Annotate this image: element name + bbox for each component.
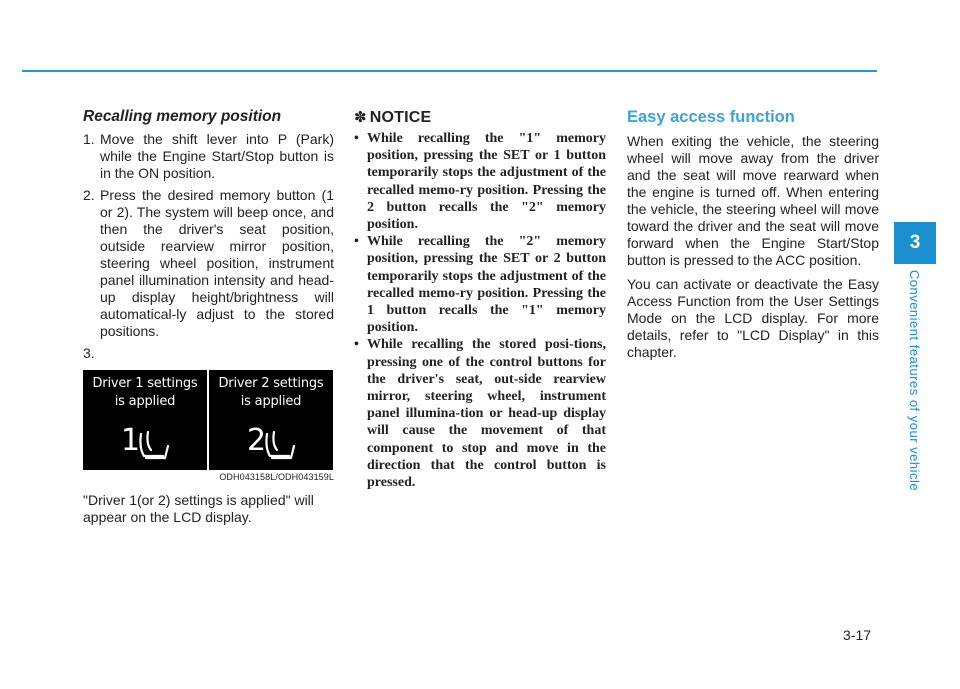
notice-column: [354, 108, 606, 491]
lcd-message-line: Driver 2 settings: [218, 376, 324, 391]
lcd-panel-driver-1: [83, 370, 207, 470]
steps-list: [83, 131, 334, 362]
step-number: 2.: [83, 187, 95, 203]
left-column: [83, 108, 334, 526]
bullet-icon: •: [354, 131, 359, 146]
notice-list: [354, 130, 606, 491]
step-text: [100, 345, 334, 362]
notice-heading: [354, 108, 606, 127]
lcd-message-line: is applied: [114, 394, 176, 409]
lcd-message-line: is applied: [240, 394, 302, 409]
step-number: 1.: [83, 131, 95, 147]
seat-memory-number: 1: [121, 423, 141, 458]
lcd-display-images: [83, 370, 334, 470]
step-item: [83, 131, 334, 182]
notice-item: [354, 336, 606, 491]
seat-memory-number: 2: [247, 423, 267, 458]
notice-item: [354, 233, 606, 336]
notice-item-text: While recalling the "2" memory position, pressing the SET or 2 button temporarily stops the adjustment of the recalled memo-ry position. Pressing the 1 button recalls the "1" memory position.: [367, 234, 606, 336]
image-code: ODH043158L/ODH043159L: [219, 472, 334, 482]
seat-icon: [83, 420, 207, 469]
lcd-caption: "Driver 1(or 2) settings is applied" will appear on the LCD display.: [83, 492, 314, 525]
step-item: [83, 187, 334, 340]
header-rule: [22, 70, 877, 72]
lcd-panel-driver-2: [209, 370, 333, 470]
lcd-message-line: Driver 1 settings: [92, 376, 198, 391]
chapter-number-tab: 3: [894, 222, 936, 264]
paragraph: When exiting the vehicle, the steering wheel will move away from the driver and the seat will move rearward when the engine is turned off. When entering the vehicle, the steering wheel will move toward the driver and the seat will move forward when the Engine Start/Stop button is pressed to the ACC position.: [627, 133, 879, 268]
easy-access-heading: Easy access function: [627, 108, 795, 126]
page-number: 3-17: [843, 627, 872, 643]
paragraph: You can activate or deactivate the Easy Access Function from the User Settings Mode on the LCD display. For more details, refer to "LCD Display" in this chapter.: [627, 276, 879, 360]
notice-symbol-icon: ✽: [354, 108, 367, 126]
chapter-title: Convenient features of your vehicle: [907, 269, 923, 491]
chapter-title-vertical: [901, 266, 929, 494]
easy-access-column: [627, 108, 879, 368]
notice-title: NOTICE: [369, 109, 432, 126]
step-item: [83, 345, 334, 362]
step-text: Press the desired memory button (1 or 2). The system will beep once, and then the driver's seat position, outside rearview mirror position, steering wheel position, instrument panel illumination intensity and head-up display height/brightness will automatical-ly adjust to the stored positions.: [100, 187, 334, 339]
seat-icon: [209, 420, 333, 469]
notice-item: [354, 130, 606, 233]
recalling-memory-heading: Recalling memory position: [83, 108, 282, 125]
step-number: 3.: [83, 345, 95, 361]
step-text: Move the shift lever into P (Park) while the Engine Start/Stop button is in the ON position.: [100, 131, 334, 181]
bullet-icon: •: [354, 234, 359, 250]
notice-item-text: While recalling the stored posi-tions, pressing one of the control buttons for the driver's seat, out-side rearview mirror, steering wheel, instrument panel illumina-tion or head-up display will cause the movement of that component to stop and move in the direction that the control button is pressed.: [367, 337, 606, 491]
notice-item-text: While recalling the "1" memory position, pressing the SET or 1 button temporarily stops the adjustment of the recalled memo-ry position. Pressing the 2 button recalls the "2" memory position.: [367, 131, 606, 233]
bullet-icon: •: [354, 337, 359, 353]
